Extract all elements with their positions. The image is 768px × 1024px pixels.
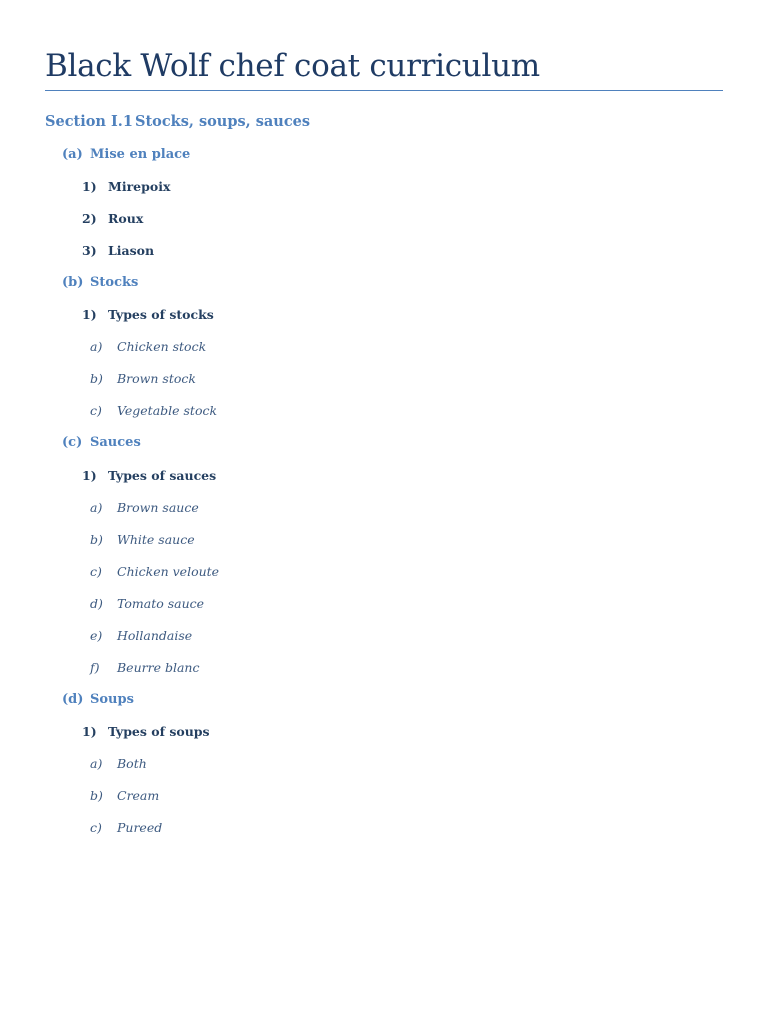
sub-list-item-label: Brown stock — [117, 371, 196, 386]
sub-list-item-label: Beurre blanc — [117, 660, 200, 675]
sub-list-item — [90, 562, 219, 582]
sub-list-item-marker: a) — [90, 756, 103, 771]
subsection-heading — [62, 145, 190, 165]
sub-list-item — [90, 754, 147, 774]
sub-list-item — [90, 530, 195, 550]
list-item-label: Types of stocks — [108, 307, 214, 322]
sub-list-item — [90, 369, 196, 389]
subsection-title: Stocks — [90, 275, 139, 290]
subsection-heading — [62, 690, 134, 710]
sub-list-item-marker: c) — [90, 820, 102, 835]
sub-list-item-label: Pureed — [117, 820, 163, 835]
list-item-marker: 2) — [82, 211, 97, 226]
sub-list-item-label: Cream — [117, 788, 160, 803]
subsection-marker: (c) — [62, 435, 83, 450]
sub-list-item — [90, 818, 162, 838]
list-item-label: Mirepoix — [108, 179, 171, 194]
section-title: Stocks, soups, sauces — [135, 113, 311, 130]
sub-list-item-marker: d) — [90, 596, 103, 611]
sub-list-item-label: Both — [117, 756, 147, 771]
subsection-marker: (d) — [62, 692, 84, 707]
list-item — [82, 241, 154, 261]
section-number: Section I.1 — [45, 113, 133, 130]
list-item — [82, 722, 210, 742]
subsection-title: Sauces — [90, 435, 141, 450]
subsection-title: Soups — [90, 692, 134, 707]
sub-list-item — [90, 658, 199, 678]
list-item — [82, 305, 214, 325]
sub-list-item-label: Brown sauce — [117, 500, 199, 515]
subsection-heading — [62, 433, 141, 453]
sub-list-item — [90, 626, 192, 646]
list-item-label: Liason — [108, 243, 155, 258]
sub-list-item-marker: c) — [90, 403, 102, 418]
list-item-label: Roux — [108, 211, 144, 226]
sub-list-item — [90, 401, 217, 421]
subsection-heading — [62, 273, 138, 293]
sub-list-item-label: Chicken stock — [117, 339, 207, 354]
sub-list-item-marker: f) — [90, 660, 100, 675]
list-item-marker: 1) — [82, 724, 97, 739]
sub-list-item — [90, 594, 204, 614]
sub-list-item-marker: c) — [90, 564, 102, 579]
sub-list-item-label: White sauce — [117, 532, 195, 547]
title-underline — [45, 90, 723, 91]
list-item-marker: 3) — [82, 243, 97, 258]
sub-list-item-marker: b) — [90, 788, 103, 803]
list-item-marker: 1) — [82, 307, 97, 322]
sub-list-item-label: Chicken veloute — [117, 564, 220, 579]
subsection-marker: (a) — [62, 147, 83, 162]
list-item-label: Types of sauces — [108, 468, 217, 483]
sub-list-item-marker: e) — [90, 628, 103, 643]
sub-list-item-label: Tomato sauce — [117, 596, 205, 611]
sub-list-item-label: Hollandaise — [117, 628, 193, 643]
sub-list-item-marker: b) — [90, 371, 103, 386]
subsection-marker: (b) — [62, 275, 84, 290]
sub-list-item — [90, 786, 159, 806]
sub-list-item-marker: b) — [90, 532, 103, 547]
sub-list-item — [90, 337, 206, 357]
sub-list-item-marker: a) — [90, 500, 103, 515]
list-item-marker: 1) — [82, 179, 97, 194]
list-item-label: Types of soups — [108, 724, 210, 739]
section-heading — [45, 112, 310, 132]
list-item — [82, 209, 143, 229]
sub-list-item-label: Vegetable stock — [117, 403, 218, 418]
list-item-marker: 1) — [82, 468, 97, 483]
subsection-title: Mise en place — [90, 147, 191, 162]
sub-list-item-marker: a) — [90, 339, 103, 354]
list-item — [82, 177, 170, 197]
document-title: Black Wolf chef coat curriculum — [45, 48, 540, 84]
sub-list-item — [90, 498, 199, 518]
list-item — [82, 466, 216, 486]
